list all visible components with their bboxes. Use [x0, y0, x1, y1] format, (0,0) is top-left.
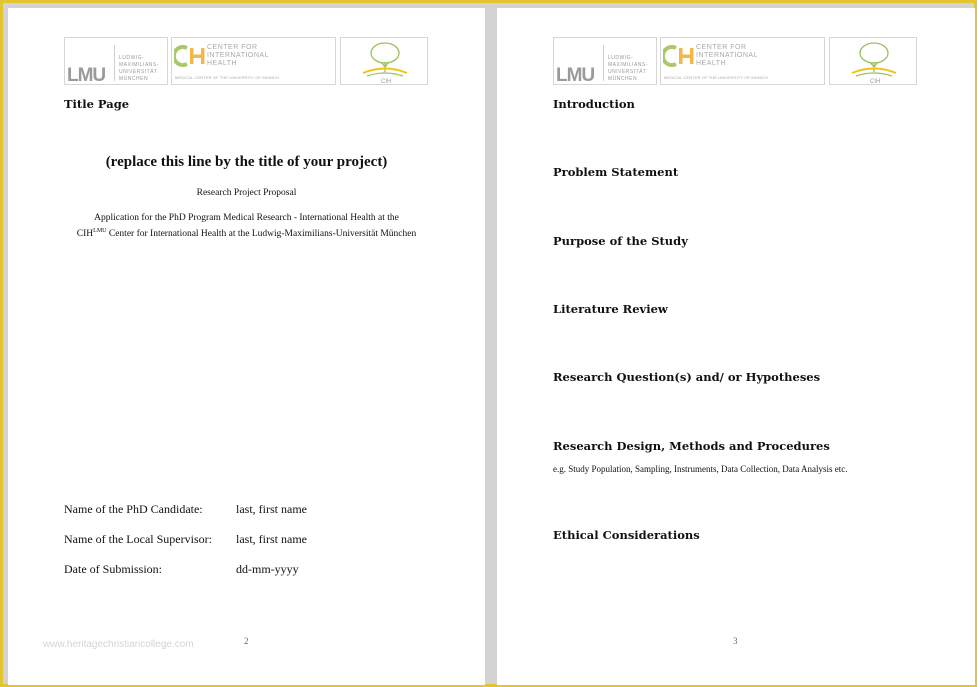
section-purpose: Purpose of the Study [553, 234, 688, 248]
tree-caption: CIH [870, 79, 881, 84]
submission-date-value: dd-mm-yyyy [236, 562, 299, 576]
cih-prefix: CIH [76, 229, 94, 239]
watermark: www.heritagechristiancollege.com [43, 639, 194, 650]
page-number: 3 [733, 636, 738, 646]
lmu-mark: LMU [556, 65, 595, 86]
lmu-logo [64, 37, 168, 85]
cih-line [8, 229, 485, 239]
lmu-mark: LMU [67, 65, 106, 86]
section-problem-statement: Problem Statement [553, 165, 679, 179]
logo-divider [603, 45, 604, 81]
section-ethical-considerations: Ethical Considerations [553, 528, 700, 542]
section-research-design: Research Design, Methods and Procedures [553, 439, 830, 453]
candidate-value: last, first name [236, 502, 307, 516]
cih-center-name: CENTER FOR INTERNATIONAL HEALTH [696, 44, 758, 67]
lmu-university-name: LUDWIG- MAXIMILIANS- UNIVERSITÄT MÜNCHEN [119, 55, 159, 82]
cih-line-text: Center for International Health at the Ludwig-Maximilians-Universität München [106, 229, 417, 239]
page-number: 2 [244, 636, 249, 646]
research-design-note: e.g. Study Population, Sampling, Instruments, Data Collection, Data Analysis etc. [553, 464, 848, 474]
lmu-logo [553, 37, 657, 85]
cih-superscript: LMU [93, 227, 107, 234]
logo-divider [114, 45, 115, 81]
cih-logo [660, 37, 825, 85]
page-2 [8, 8, 485, 685]
candidate-label: Name of the PhD Candidate: [64, 502, 203, 516]
supervisor-value: last, first name [236, 532, 307, 546]
application-line: Application for the PhD Program Medical Research - International Health at the [94, 213, 399, 223]
tree-caption: CIH [381, 79, 392, 84]
project-title: (replace this line by the title of your project) [105, 154, 388, 170]
cih-subtitle: MEDICAL CENTER OF THE UNIVERSITY OF MUNICH [664, 75, 768, 80]
cih-center-name: CENTER FOR INTERNATIONAL HEALTH [207, 44, 269, 67]
section-research-questions: Research Question(s) and/ or Hypotheses [553, 370, 821, 384]
tree-logo [829, 37, 917, 85]
section-introduction: Introduction [553, 97, 635, 111]
section-literature-review: Literature Review [553, 302, 668, 316]
submission-date-label: Date of Submission: [64, 562, 162, 576]
title-page-heading: Title Page [64, 97, 130, 111]
cih-logo [171, 37, 336, 85]
tree-icon [355, 40, 415, 84]
page-3 [497, 8, 975, 685]
lmu-university-name: LUDWIG- MAXIMILIANS- UNIVERSITÄT MÜNCHEN [608, 55, 648, 82]
tree-logo [340, 37, 428, 85]
supervisor-label: Name of the Local Supervisor: [64, 532, 212, 546]
cih-subtitle: MEDICAL CENTER OF THE UNIVERSITY OF MUNICH [175, 75, 279, 80]
tree-icon [844, 40, 904, 84]
proposal-subtitle: Research Project Proposal [196, 188, 297, 198]
cih-mark-icon [174, 42, 208, 70]
cih-mark-icon [663, 42, 697, 70]
